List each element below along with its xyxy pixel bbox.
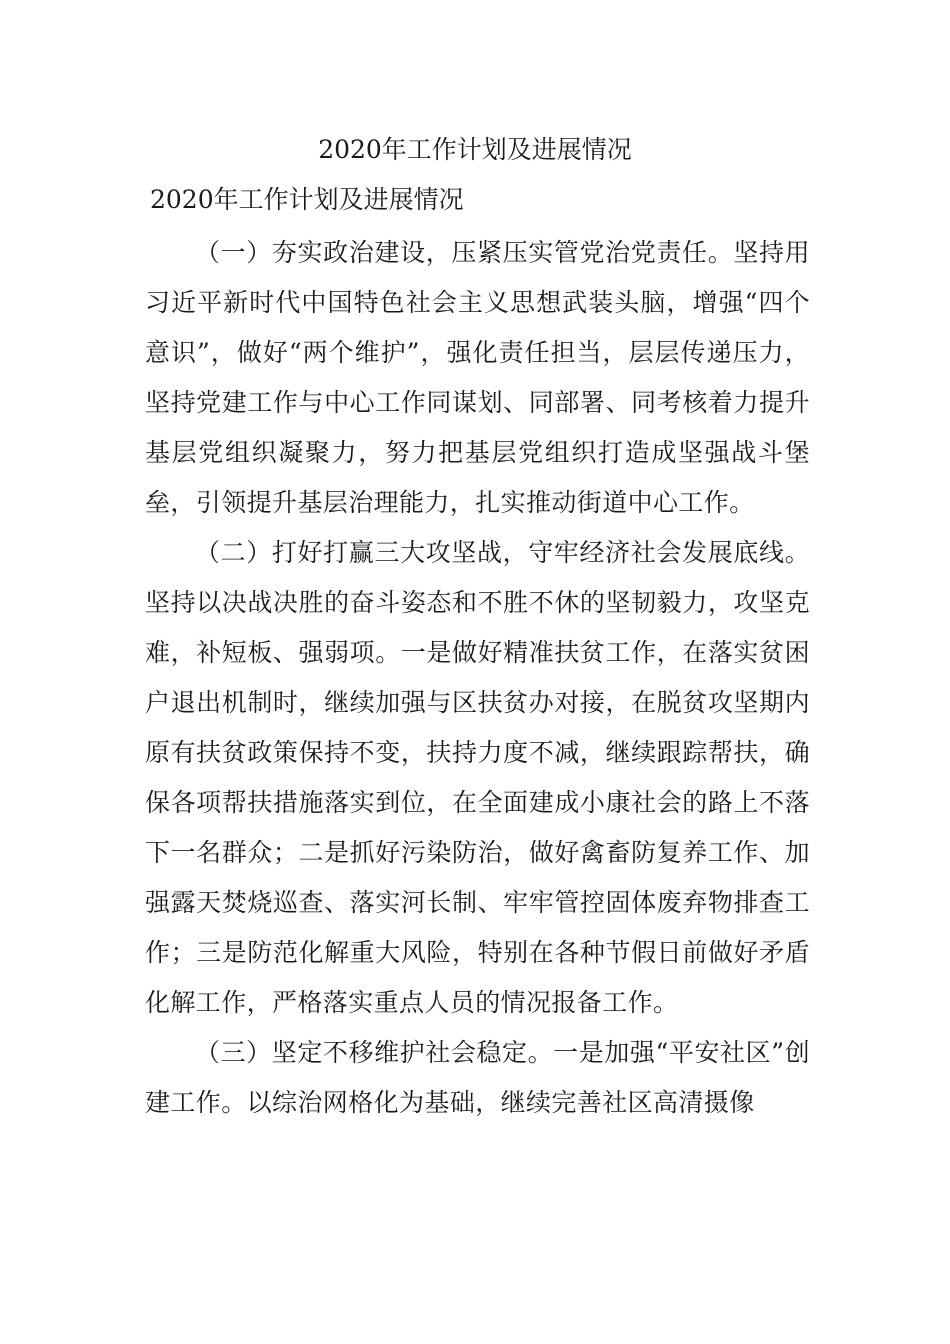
- document-subtitle: 2020年工作计划及进展情况: [150, 185, 464, 214]
- paragraph-2: （二）打好打赢三大攻坚战，守牢经济社会发展底线。坚持以决战决胜的奋斗姿态和不胜不休的坚韧毅力，攻坚克难，补短板、强弱项。一是做好精准扶贫工作，在落实贫困户退出机制时，继续加强与区扶贫办对接，在脱贫攻坚期内原有扶贫政策保持不变，扶持力度不减，继续跟踪帮扶，确保各项帮扶措施落实到位，在全面建成小康社会的路上不落下一名群众；二是抓好污染防治，做好禽畜防复养工作、加强露天焚烧巡查、落实河长制、牢牢管控固体废弃物排查工作；三是防范化解重大风险，特别在各种节假日前做好矛盾化解工作，严格落实重点人员的情况报备工作。: [145, 538, 810, 1017]
- paragraph-3: （三）坚定不移维护社会稳定。一是加强“平安社区”创建工作。以综治网格化为基础，继续完善社区高清摄像: [145, 1038, 810, 1117]
- paragraph-1: （一）夯实政治建设，压紧压实管党治党责任。坚持用习近平新时代中国特色社会主义思想武装头脑，增强“四个意识”，做好“两个维护”，强化责任担当，层层传递压力，坚持党建工作与中心工作同谋划、同部署、同考核着力提升基层党组织凝聚力，努力把基层党组织打造成坚强战斗堡垒，引领提升基层治理能力，扎实推动街道中心工作。: [145, 238, 810, 517]
- document-title: 2020年工作计划及进展情况: [318, 135, 632, 164]
- document-body: [145, 228, 810, 1128]
